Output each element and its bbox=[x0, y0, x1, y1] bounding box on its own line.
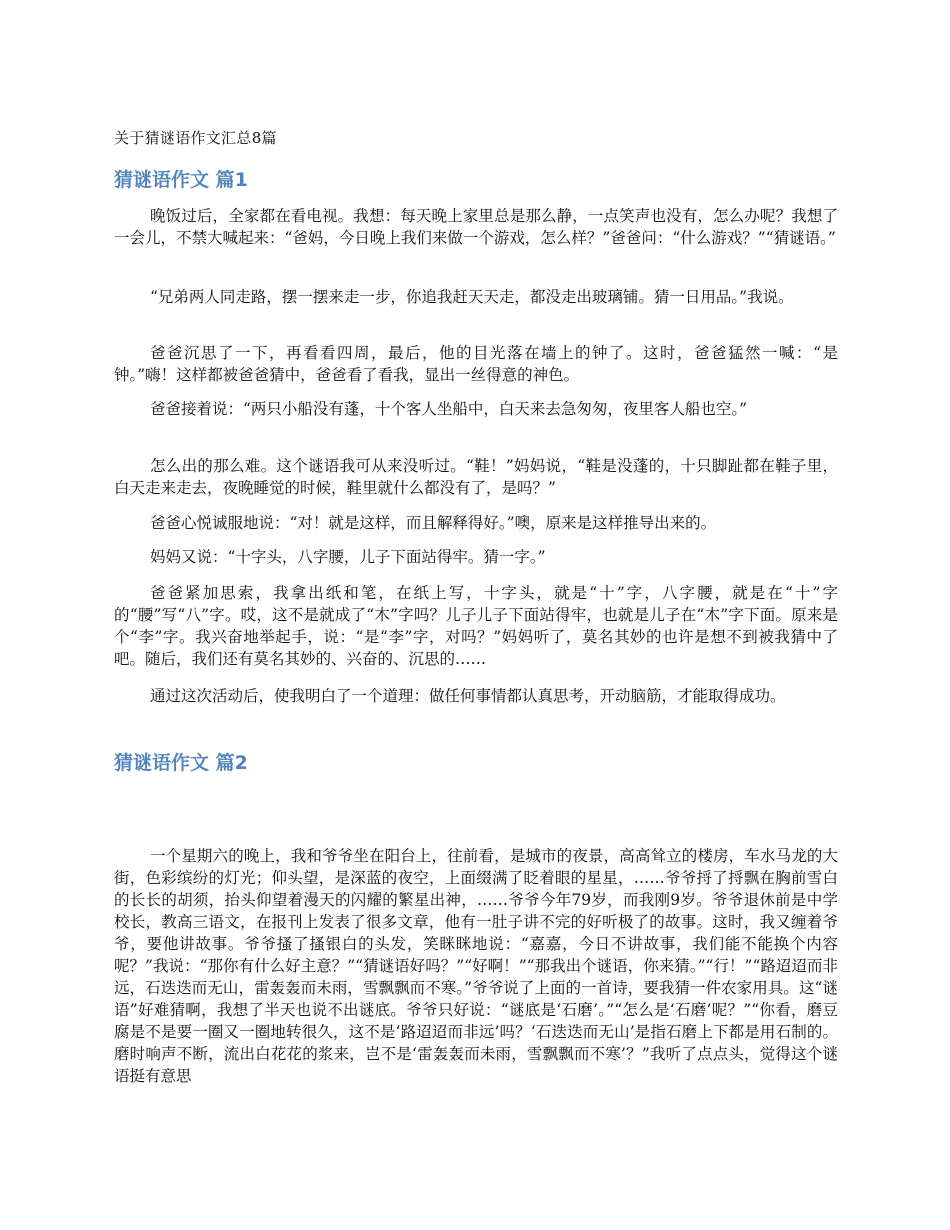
paragraph: 爸爸心悦诚服地说：“对！就是这样，而且解释得好。”噢，原来是这样推导出来的。 bbox=[150, 514, 717, 532]
document-title: 关于猜谜语作文汇总8篇 bbox=[114, 129, 277, 147]
paragraph: 爸爸沉思了一下，再看看四周，最后，他的目光落在墙上的钟了。这时，爸爸猛然一喊：“是钟。”嗨！这样都被爸爸猜中，爸爸看了看我，显出一丝得意的神色。 bbox=[114, 344, 838, 384]
section-heading-2: 猜谜语作文 篇2 bbox=[114, 752, 248, 774]
paragraph: 爸爸接着说：“两只小船没有蓬，十个客人坐船中，白天来去急匆匆，夜里客人船也空。” bbox=[150, 400, 748, 418]
section-heading-1: 猜谜语作文 篇1 bbox=[114, 169, 248, 191]
paragraph: 爸爸紧加思索，我拿出纸和笔，在纸上写，十字头，就是“十”字，八字腰，就是在“十”字的“腰”写“八”字。哎，这不是就成了“木”字吗？儿子儿子下面站得牢，也就是儿子在“木”字下面。原来是个“李”字。我兴奋地举起手，说：“是“李”字，对吗？”妈妈听了，莫名其妙的也许是想不到被我猜中了吧。随后，我们还有莫名其妙的、兴奋的、沉思的…… bbox=[114, 584, 838, 668]
paragraph: 晚饭过后，全家都在看电视。我想：每天晚上家里总是那么静，一点笑声也没有，怎么办呢？我想了一会儿，不禁大喊起来：“爸妈，今日晚上我们来做一个游戏，怎么样？”爸爸问：“什么游戏？”“猜谜语。” bbox=[114, 207, 838, 247]
paragraph: 妈妈又说：“十字头，八字腰，儿子下面站得牢。猜一字。” bbox=[150, 548, 546, 566]
paragraph: 怎么出的那么难。这个谜语我可从来没听过。“鞋！”妈妈说，“鞋是没蓬的，十只脚趾都在鞋子里，白天走来走去，夜晚睡觉的时候，鞋里就什么都没有了，是吗？” bbox=[114, 457, 838, 497]
paragraph: 通过这次活动后，使我明白了一个道理：做任何事情都认真思考，开动脑筋，才能取得成功。 bbox=[150, 687, 786, 705]
paragraph: “兄弟两人同走路，摆一摆来走一步，你追我赶天天走，都没走出玻璃铺。猜一日用品。”我说。 bbox=[150, 288, 794, 306]
paragraph: 一个星期六的晚上，我和爷爷坐在阳台上，往前看，是城市的夜景，高高耸立的楼房，车水马龙的大街，色彩缤纷的灯光；仰头望，是深蓝的夜空，上面缀满了眨着眼的星星，……爷爷捋了捋飘在胸前雪白的长长的胡须，抬头仰望着漫天的闪耀的繁星出神，……爷爷今年79岁，而我刚9岁。爷爷退休前是中学校长，教高三语文，在报刊上发表了很多文章，他有一肚子讲不完的好听极了的故事。这时，我又缠着爷爷，要他讲故事。爷爷搔了搔银白的头发，笑眯眯地说：“嘉嘉，今日不讲故事，我们能不能换个内容呢？”我说：“那你有什么好主意？”“猜谜语好吗？”“好啊！”“那我出个谜语，你来猜。”“行！”“路迢迢而非远，石迭迭而无山，雷轰轰而未雨，雪飘飘而不寒。”爷爷说了上面的一首诗，要我猜一件农家用具。这“谜语”好难猜啊，我想了半天也说不出谜底。爷爷只好说：“谜底是‘石磨’。”“怎么是‘石磨’呢？”“你看，磨豆腐是不是要一圈又一圈地转很久，这不是‘路迢迢而非远’吗？‘石迭迭而无山’是指石磨上下都是用石制的。磨时响声不断，流出白花花的浆来，岂不是‘雷轰轰而未雨，雪飘飘而不寒’？”我听了点点头，觉得这个谜语挺有意思 bbox=[114, 847, 838, 1085]
